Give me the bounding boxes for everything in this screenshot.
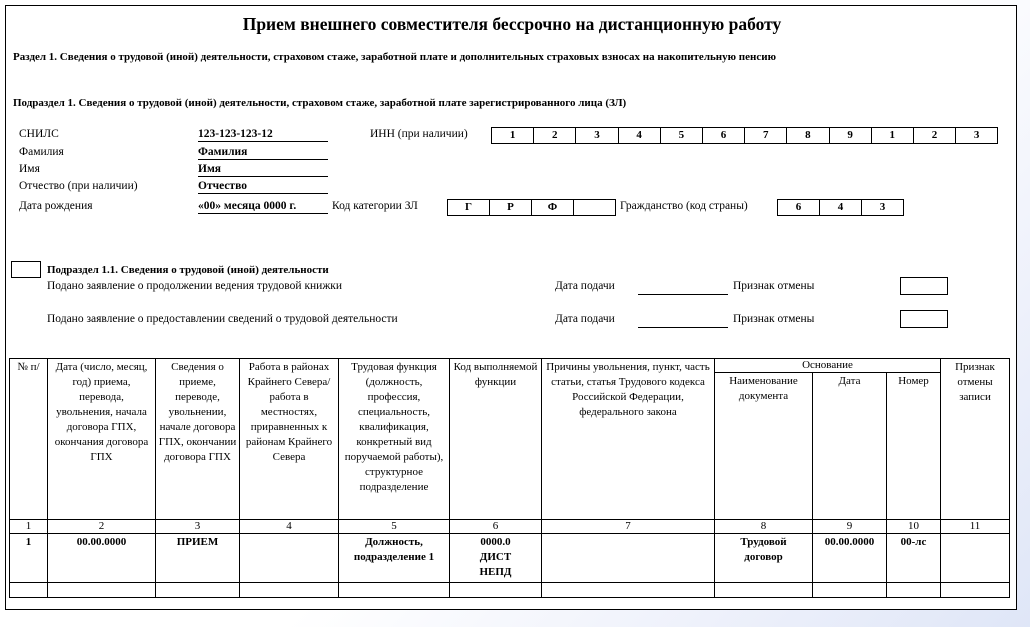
document-title: Прием внешнего совместителя бессрочно на дистанционную работу xyxy=(242,14,782,34)
inn-digit: 3 xyxy=(955,128,997,143)
empty-cell xyxy=(715,583,813,598)
snils-value: 123-123-123-12 xyxy=(198,128,328,142)
row-north-work xyxy=(240,534,339,583)
empty-cell xyxy=(941,583,1010,598)
inn-digit: 7 xyxy=(744,128,786,143)
row-number: 1 xyxy=(10,534,48,583)
submit-date-label-1: Дата подачи xyxy=(555,280,615,292)
column-number: 4 xyxy=(240,520,339,534)
subsection-1-1-heading: Подраздел 1.1. Сведения о трудовой (иной) деятельности xyxy=(47,264,329,276)
cancel-mark-box-1[interactable] xyxy=(900,277,948,295)
row-date: 00.00.0000 xyxy=(48,534,156,583)
inn-digit: 5 xyxy=(660,128,702,143)
empty-cell xyxy=(887,583,941,598)
submit-date-field-1[interactable] xyxy=(638,281,728,295)
patronymic-value: Отчество xyxy=(198,180,328,194)
empty-cell xyxy=(542,583,715,598)
header-date: Дата (число, месяц, год) приема, перевода, увольнения, начала договора ГПХ, окончания договора ГПХ xyxy=(48,359,156,520)
inn-digit: 6 xyxy=(702,128,744,143)
citizenship-cells xyxy=(777,199,904,216)
row-doc-date: 00.00.0000 xyxy=(813,534,887,583)
header-doc-number: Номер xyxy=(887,373,941,520)
inn-digit: 8 xyxy=(786,128,828,143)
header-dismissal-reason: Причины увольнения, пункт, часть статьи, статья Трудового кодекса Российской Федерации, федерального закона xyxy=(542,359,715,520)
surname-label: Фамилия xyxy=(19,146,64,158)
subsection-1-1-checkbox[interactable] xyxy=(11,261,41,278)
inn-digit: 3 xyxy=(575,128,617,143)
empty-cell xyxy=(10,583,48,598)
category-cell xyxy=(573,200,615,215)
empty-cell xyxy=(813,583,887,598)
header-basis: Основание xyxy=(715,359,941,373)
cancel-mark-label-1: Признак отмены xyxy=(733,280,815,292)
row-doc-name: Трудовой договор xyxy=(715,534,813,583)
citizenship-cell: 6 xyxy=(795,201,802,213)
patronymic-label: Отчество (при наличии) xyxy=(19,180,138,192)
continue-workbook-label: Подано заявление о продолжении ведения трудовой книжки xyxy=(47,280,343,292)
document-frame xyxy=(5,5,1017,610)
work-activity-table xyxy=(9,358,1010,598)
citizenship-cell: 4 xyxy=(819,200,861,215)
column-number: 11 xyxy=(941,520,1010,534)
column-number: 9 xyxy=(813,520,887,534)
submit-date-label-2: Дата подачи xyxy=(555,313,615,325)
category-label: Код категории ЗЛ xyxy=(332,200,418,212)
citizenship-label: Гражданство (код страны) xyxy=(620,200,748,212)
header-cancel-mark: Признак отмены записи xyxy=(941,359,1010,520)
inn-digit: 4 xyxy=(618,128,660,143)
birthdate-value: «00» месяца 0000 г. xyxy=(198,200,328,214)
row-dismissal-reason xyxy=(542,534,715,583)
subsection-1-heading: Подраздел 1. Сведения о трудовой (иной) деятельности, страховом стаже, заработной плате зарегистрированного лица (ЗЛ) xyxy=(13,97,627,109)
category-cell: Ф xyxy=(531,200,573,215)
column-number: 8 xyxy=(715,520,813,534)
column-number: 6 xyxy=(450,520,542,534)
header-number: № п/ xyxy=(10,359,48,520)
empty-cell xyxy=(48,583,156,598)
row-event: ПРИЕМ xyxy=(156,534,240,583)
column-number: 1 xyxy=(10,520,48,534)
table-row-empty xyxy=(10,583,1010,598)
empty-cell xyxy=(450,583,542,598)
header-function-code: Код выполняемой функции xyxy=(450,359,542,520)
inn-digit: 1 xyxy=(871,128,913,143)
table-row xyxy=(10,534,1010,583)
inn-label: ИНН (при наличии) xyxy=(370,128,468,140)
birthdate-label: Дата рождения xyxy=(19,200,93,212)
column-number: 7 xyxy=(542,520,715,534)
submit-date-field-2[interactable] xyxy=(638,314,728,328)
inn-cells xyxy=(491,127,998,144)
section-1-heading: Раздел 1. Сведения о трудовой (иной) деятельности, страховом стаже, заработной плате и дополнительных страховых взносах на накопительную пенсию xyxy=(13,51,776,63)
empty-cell xyxy=(339,583,450,598)
category-cells xyxy=(447,199,616,216)
empty-cell xyxy=(156,583,240,598)
cancel-mark-label-2: Признак отмены xyxy=(733,313,815,325)
surname-value: Фамилия xyxy=(198,146,328,160)
inn-digit: 1 xyxy=(509,129,516,141)
cancel-mark-box-2[interactable] xyxy=(900,310,948,328)
name-label: Имя xyxy=(19,163,40,175)
row-function-code: 0000.0 ДИСТ НЕПД xyxy=(450,534,542,583)
column-number: 5 xyxy=(339,520,450,534)
header-labor-function: Трудовая функция (должность, профессия, специальность, квалификация, конкретный вид поручаемой работы), структурное подразделение xyxy=(339,359,450,520)
column-number: 10 xyxy=(887,520,941,534)
inn-digit: 2 xyxy=(913,128,955,143)
row-cancel-mark xyxy=(941,534,1010,583)
snils-label: СНИЛС xyxy=(19,128,59,140)
category-cell: Р xyxy=(489,200,531,215)
row-labor-function: Должность, подразделение 1 xyxy=(339,534,450,583)
column-number: 3 xyxy=(156,520,240,534)
header-doc-date: Дата xyxy=(813,373,887,520)
citizenship-cell: 3 xyxy=(861,200,903,215)
row-doc-number: 00-лс xyxy=(887,534,941,583)
name-value: Имя xyxy=(198,163,328,177)
header-north-work: Работа в районах Крайнего Севера/работа в местностях, приравненных к районам Крайнего Севера xyxy=(240,359,339,520)
header-doc-name: Наименование документа xyxy=(715,373,813,520)
inn-digit: 9 xyxy=(829,128,871,143)
column-number: 2 xyxy=(48,520,156,534)
header-event-info: Сведения о приеме, переводе, увольнении, начале договора ГПХ, окончании договора ГПХ xyxy=(156,359,240,520)
empty-cell xyxy=(240,583,339,598)
inn-digit: 2 xyxy=(533,128,575,143)
provide-info-label: Подано заявление о предоставлении сведений о трудовой деятельности xyxy=(47,313,398,325)
category-cell: Г xyxy=(465,201,472,213)
